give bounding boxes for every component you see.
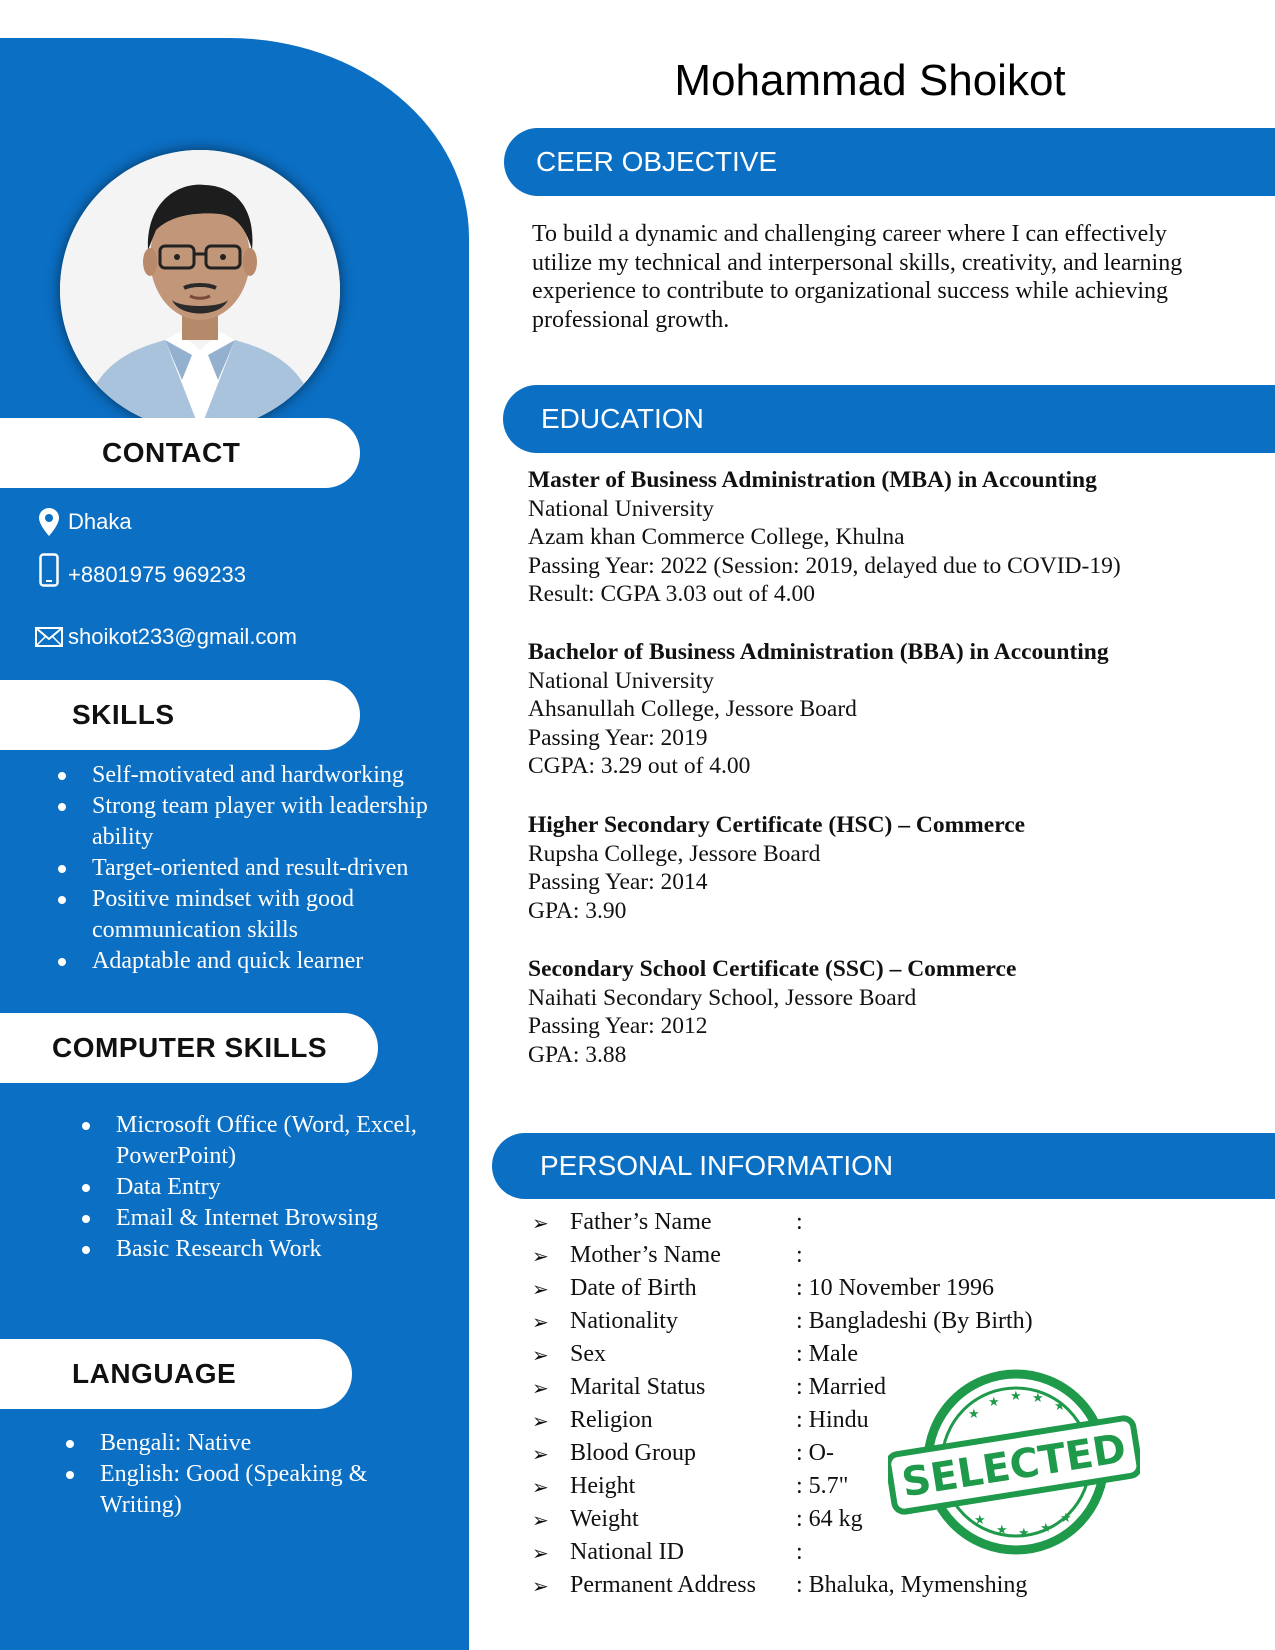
contact-location <box>32 508 132 536</box>
education-line: CGPA: 3.29 out of 4.00 <box>528 753 751 779</box>
contact-email-text: shoikot233@gmail.com <box>68 624 297 649</box>
education-entry-ssc <box>528 955 1248 1069</box>
arrow-bullet-icon: ➢ <box>532 1375 549 1400</box>
arrow-bullet-icon: ➢ <box>532 1507 549 1532</box>
personal-info-value: : 64 kg <box>796 1506 863 1532</box>
education-line: Rupsha College, Jessore Board <box>528 840 821 867</box>
arrow-bullet-icon: ➢ <box>532 1441 549 1466</box>
svg-text:★: ★ <box>974 1513 986 1528</box>
education-line: Passing Year: 2014 <box>528 869 708 895</box>
personal-info-value: : 5.7" <box>796 1473 849 1499</box>
language-list <box>64 1428 404 1521</box>
list-item: Positive mindset with good communication skills <box>56 884 456 946</box>
personal-info-label: Blood Group <box>570 1440 696 1466</box>
personal-info-value: : Bangladeshi (By Birth) <box>796 1308 1033 1334</box>
education-entry-bba <box>528 638 1248 781</box>
list-item: Data Entry <box>80 1172 450 1203</box>
list-item: English: Good (Speaking & Writing) <box>64 1459 404 1521</box>
education-entry-hsc <box>528 811 1248 925</box>
arrow-bullet-icon: ➢ <box>532 1408 549 1433</box>
education-title: Higher Secondary Certificate (HSC) – Commerce <box>528 812 1026 838</box>
personal-info-value: : Male <box>796 1341 858 1367</box>
skills-list <box>56 760 456 977</box>
arrow-bullet-icon: ➢ <box>532 1243 549 1268</box>
contact-phone <box>32 552 246 588</box>
personal-info-label: National ID <box>570 1539 684 1565</box>
education-title: Bachelor of Business Administration (BBA) in Accounting <box>528 639 1109 665</box>
arrow-bullet-icon: ➢ <box>532 1540 549 1565</box>
education-line: Ahsanullah College, Jessore Board <box>528 696 857 722</box>
personal-info-value: : Bhaluka, Mymenshing <box>796 1572 1028 1598</box>
education-line: GPA: 3.90 <box>528 897 627 924</box>
svg-text:★: ★ <box>1010 1389 1022 1404</box>
personal-info-label: Mother’s Name <box>570 1242 721 1268</box>
education-line: GPA: 3.88 <box>528 1041 627 1068</box>
selected-stamp <box>888 1366 1140 1558</box>
svg-text:★: ★ <box>1060 1511 1072 1526</box>
arrow-bullet-icon: ➢ <box>532 1474 549 1499</box>
education-line: National University <box>528 667 715 694</box>
svg-text:★: ★ <box>1040 1521 1052 1536</box>
personal-info-value: : O- <box>796 1440 834 1466</box>
education-line: Azam khan Commerce College, Khulna <box>528 524 905 550</box>
personal-info-label: Marital Status <box>570 1374 706 1400</box>
education-entry-mba <box>528 466 1248 609</box>
objective-heading <box>504 128 1275 196</box>
contact-heading-text: CONTACT <box>102 437 241 468</box>
personal-info-value: : 10 November 1996 <box>796 1275 994 1301</box>
contact-phone-text: +8801975 969233 <box>68 562 247 587</box>
skills-heading-text: SKILLS <box>72 699 175 730</box>
computer-skills-heading-text: COMPUTER SKILLS <box>52 1032 328 1063</box>
arrow-bullet-icon: ➢ <box>532 1276 549 1301</box>
list-item: Self-motivated and hardworking <box>56 760 456 791</box>
personal-info-label: Father’s Name <box>570 1209 712 1235</box>
personal-info-heading-text: PERSONAL INFORMATION <box>540 1150 894 1181</box>
stamp-label: SELECTED <box>898 1425 1130 1507</box>
arrow-bullet-icon: ➢ <box>532 1210 549 1235</box>
list-item: Bengali: Native <box>64 1428 404 1459</box>
computer-skills-heading <box>0 1013 378 1083</box>
personal-info-value: : Hindu <box>796 1407 869 1433</box>
arrow-bullet-icon: ➢ <box>532 1573 549 1598</box>
education-line: National University <box>528 495 715 522</box>
education-line: Passing Year: 2012 <box>528 1013 708 1039</box>
contact-email <box>32 624 297 650</box>
education-line: Passing Year: 2022 (Session: 2019, delayed due to COVID-19) <box>528 552 1121 579</box>
computer-skills-list <box>80 1110 450 1265</box>
personal-info-label: Sex <box>570 1341 606 1367</box>
personal-info-label: Permanent Address <box>570 1572 756 1598</box>
education-heading-text: EDUCATION <box>541 403 704 434</box>
education-line: Passing Year: 2019 <box>528 724 708 751</box>
objective-heading-text: CEER OBJECTIVE <box>536 146 778 177</box>
skills-heading <box>0 680 360 750</box>
personal-info-row <box>532 1239 1232 1272</box>
personal-info-heading <box>492 1133 1275 1199</box>
list-item: Adaptable and quick learner <box>56 946 456 977</box>
list-item: Strong team player with leadership ability <box>56 791 456 853</box>
contact-location-text: Dhaka <box>68 509 132 534</box>
personal-info-value: : <box>796 1242 803 1268</box>
profile-photo <box>60 150 340 430</box>
phone-icon <box>32 553 66 587</box>
arrow-bullet-icon: ➢ <box>532 1309 549 1334</box>
page-title: Mohammad Shoikot <box>674 56 1066 105</box>
personal-info-row <box>532 1206 1232 1239</box>
arrow-bullet-icon: ➢ <box>532 1342 549 1367</box>
personal-info-label: Weight <box>570 1506 639 1532</box>
list-item: Target-oriented and result-driven <box>56 853 456 884</box>
language-heading <box>0 1339 352 1409</box>
personal-info-label: Nationality <box>570 1308 678 1334</box>
education-line: Result: CGPA 3.03 out of 4.00 <box>528 581 816 607</box>
personal-info-label: Date of Birth <box>570 1275 697 1301</box>
list-item: Basic Research Work <box>80 1234 450 1265</box>
personal-info-value: : Married <box>796 1374 886 1400</box>
svg-text:★: ★ <box>988 1395 1000 1410</box>
svg-text:★: ★ <box>1032 1391 1044 1406</box>
education-title: Secondary School Certificate (SSC) – Commerce <box>528 956 1017 982</box>
list-item: Microsoft Office (Word, Excel, PowerPoint) <box>80 1110 450 1172</box>
education-line: Naihati Secondary School, Jessore Board <box>528 984 917 1011</box>
personal-info-row <box>532 1305 1232 1338</box>
svg-text:★: ★ <box>996 1523 1008 1538</box>
objective-text: To build a dynamic and challenging career where I can effectively utilize my technical and interpersonal skills, creativity, and learning experience to contribute to organizational success while achieving professional growth. <box>532 221 1183 333</box>
education-title: Master of Business Administration (MBA) in Accounting <box>528 467 1097 493</box>
personal-info-label: Religion <box>570 1407 653 1433</box>
personal-info-row <box>532 1569 1232 1602</box>
svg-text:★: ★ <box>968 1407 980 1422</box>
personal-info-value: : <box>796 1539 803 1565</box>
education-heading <box>503 385 1275 453</box>
svg-text:★: ★ <box>1018 1526 1030 1541</box>
personal-info-value: : <box>796 1209 803 1235</box>
location-pin-icon <box>32 508 66 536</box>
personal-info-row <box>532 1272 1232 1305</box>
contact-heading <box>0 418 360 488</box>
svg-text:★: ★ <box>1054 1399 1066 1414</box>
envelope-icon <box>32 627 66 647</box>
personal-info-label: Height <box>570 1473 636 1499</box>
language-heading-text: LANGUAGE <box>72 1358 237 1389</box>
list-item: Email & Internet Browsing <box>80 1203 450 1234</box>
